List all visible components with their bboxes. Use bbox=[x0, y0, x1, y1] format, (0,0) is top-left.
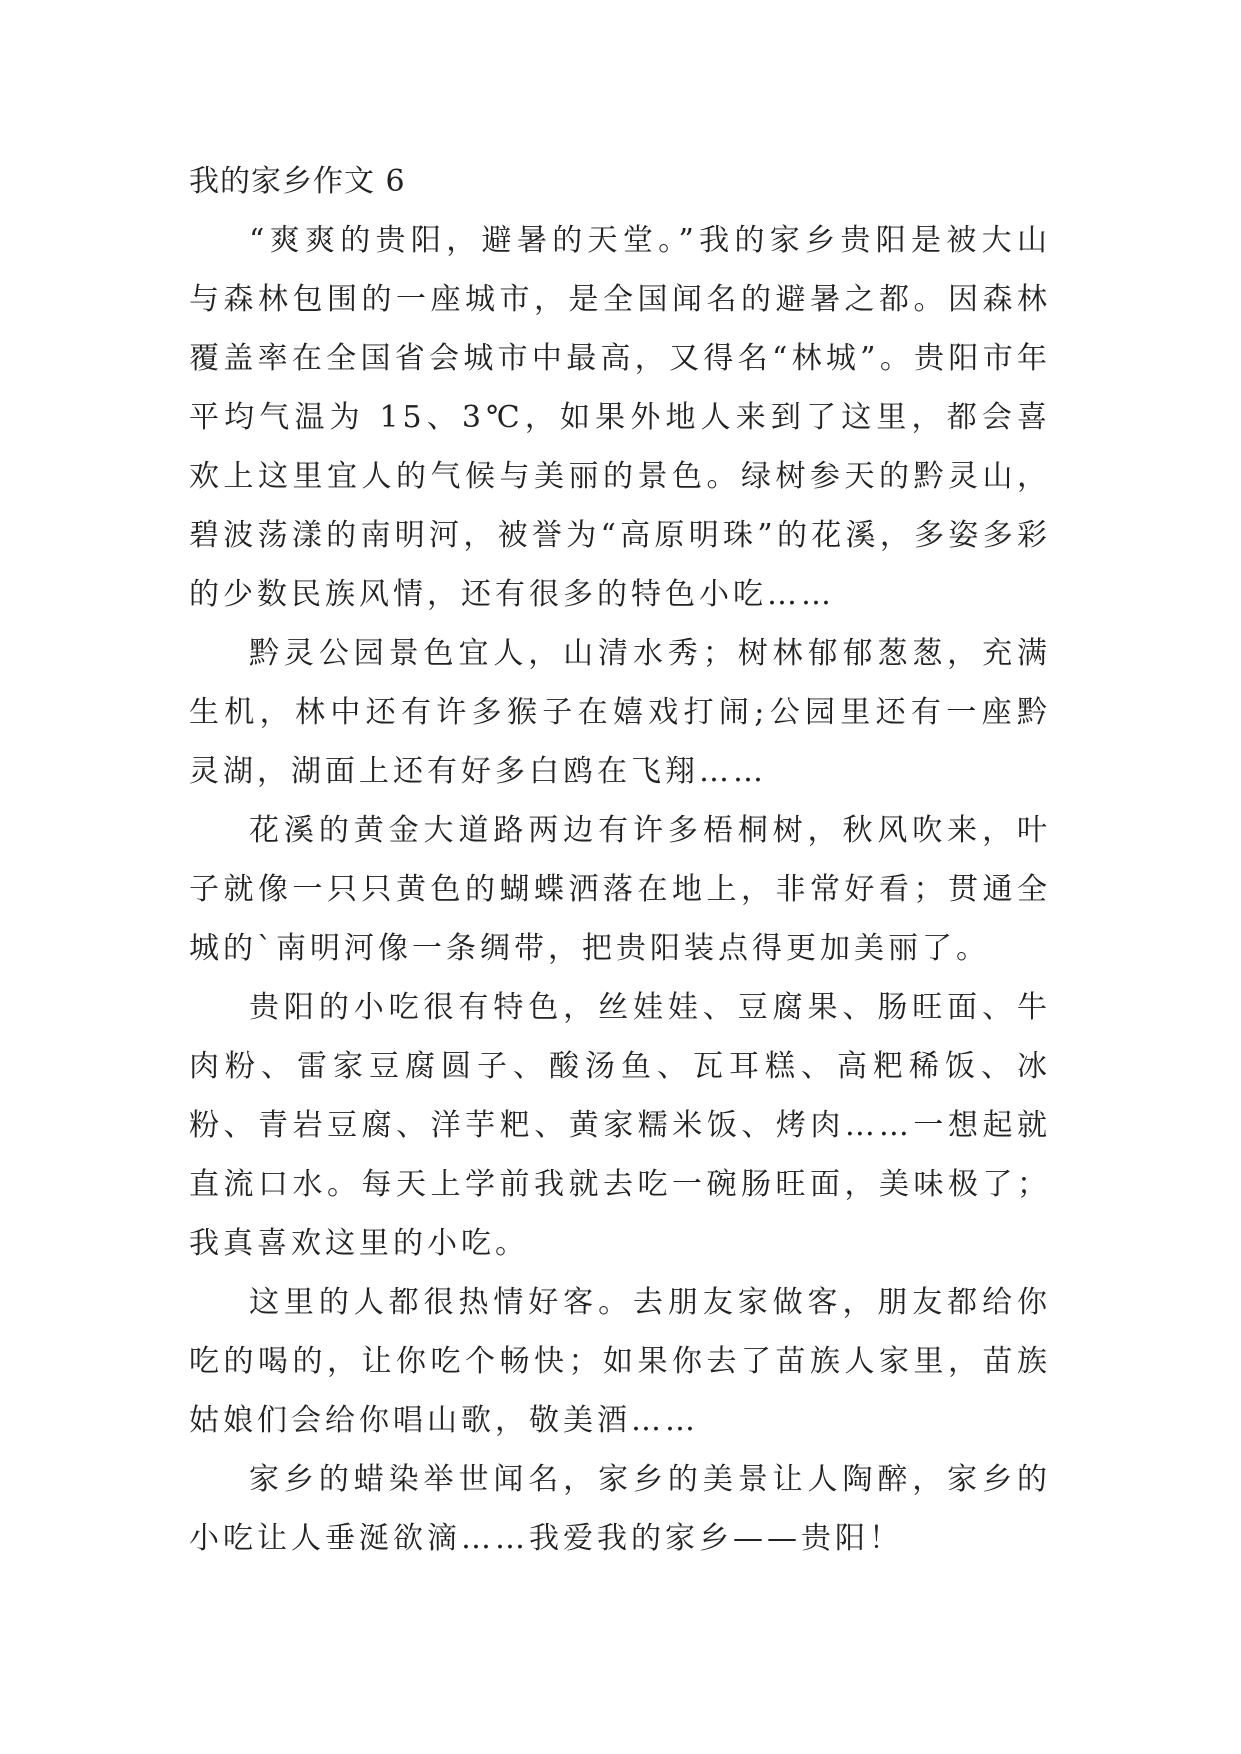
paragraph-huaxi-avenue: 花溪的黄金大道路两边有许多梧桐树，秋风吹来，叶子就像一只只黄色的蝴蝶洒落在地上，非常好看；贯通全城的`南明河像一条绸带，把贵阳装点得更加美丽了。 bbox=[189, 813, 1051, 966]
paragraph-intro: “爽爽的贵阳，避暑的天堂。”我的家乡贵阳是被大山与森林包围的一座城市，是全国闻名的避暑之都。因森林覆盖率在全国省会城市中最高，又得名“林城”。贵阳市年平均气温为 15、3℃，如果外地人来到了这里，都会喜欢上这里宜人的气候与美丽的景色。绿树参天的黔灵山，碧波荡漾的南明河，被誉为“高原明珠”的花溪，多姿多彩的少数民族风情，还有很多的特色小吃…… bbox=[189, 223, 1051, 612]
paragraph-hospitality: 这里的人都很热情好客。去朋友家做客，朋友都给你吃的喝的，让你吃个畅快；如果你去了苗族人家里，苗族姑娘们会给你唱山歌，敬美酒…… bbox=[189, 1285, 1051, 1438]
document-body bbox=[189, 152, 1051, 1568]
paragraph-snacks: 贵阳的小吃很有特色，丝娃娃、豆腐果、肠旺面、牛肉粉、雷家豆腐圆子、酸汤鱼、瓦耳糕、高粑稀饭、冰粉、青岩豆腐、洋芋粑、黄家糯米饭、烤肉……一想起就直流口水。每天上学前我就去吃一碗肠旺面，美味极了；我真喜欢这里的小吃。 bbox=[189, 990, 1051, 1261]
document-title: 我的家乡作文 6 bbox=[189, 164, 406, 199]
paragraph-qianling-park: 黔灵公园景色宜人，山清水秀；树林郁郁葱葱，充满生机，林中还有许多猴子在嬉戏打闹;公园里还有一座黔灵湖，湖面上还有好多白鸥在飞翔…… bbox=[189, 636, 1051, 789]
paragraph-conclusion: 家乡的蜡染举世闻名，家乡的美景让人陶醉，家乡的小吃让人垂涎欲滴……我爱我的家乡——贵阳！ bbox=[189, 1462, 1051, 1556]
